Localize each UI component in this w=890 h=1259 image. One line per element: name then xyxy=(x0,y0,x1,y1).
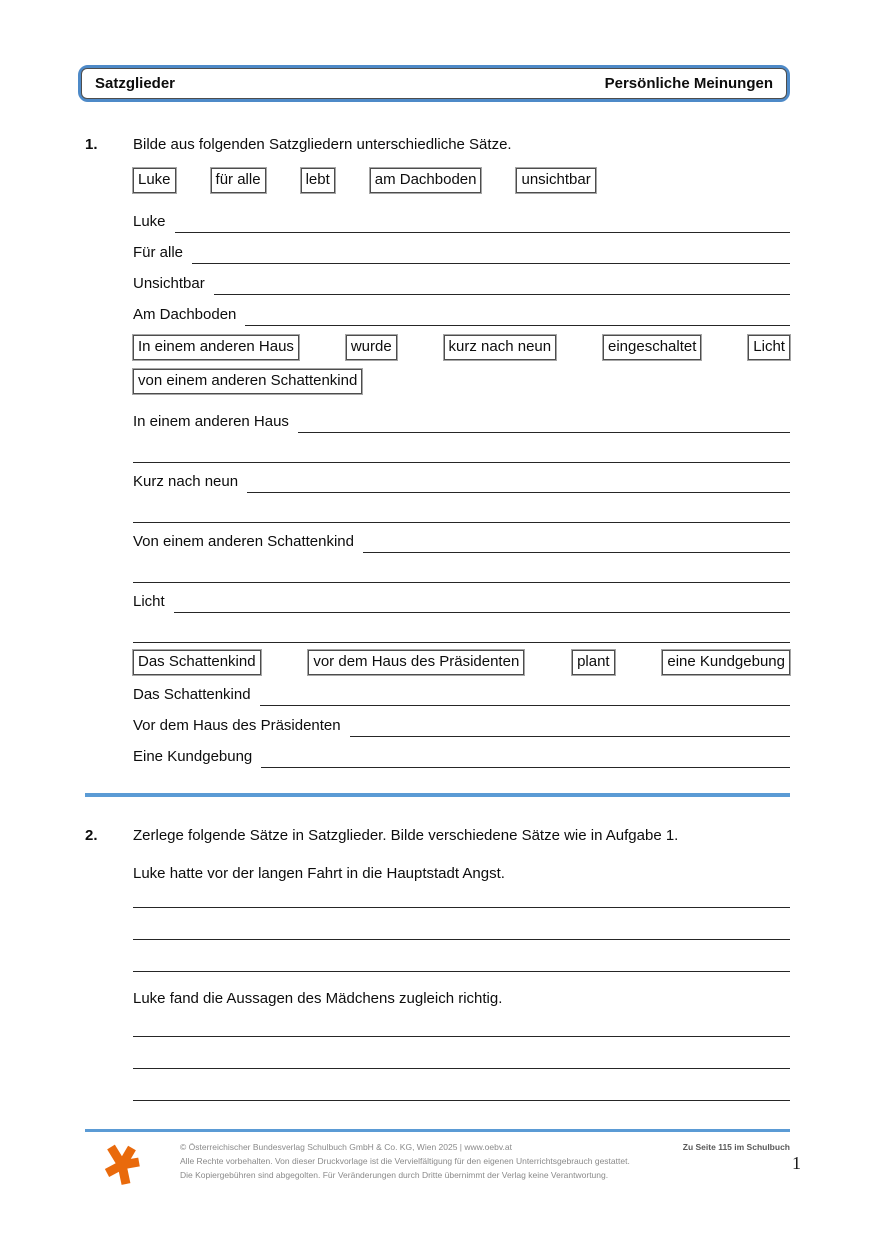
word-group-1 xyxy=(133,168,790,193)
worksheet-chapter-title: Persönliche Meinungen xyxy=(604,75,773,92)
write-line-label: Am Dachboden xyxy=(133,306,237,323)
write-line-label: Unsichtbar xyxy=(133,275,205,292)
word-box: In einem anderen Haus xyxy=(133,335,299,360)
write-line-blank xyxy=(174,612,790,613)
write-line-blank xyxy=(133,1100,790,1101)
copyright-line: Alle Rechte vorbehalten. Von dieser Druckvorlage ist die Vervielfältigung für den eigenen Unterrichtsgebrauch gestattet. xyxy=(180,1155,630,1166)
sentence-prompt: Luke hatte vor der langen Fahrt in die Hauptstadt Angst. xyxy=(133,865,505,882)
write-line-blank xyxy=(298,432,790,433)
write-line-blank xyxy=(133,1068,790,1069)
write-line-label: Von einem anderen Schattenkind xyxy=(133,533,354,550)
write-line-blank xyxy=(245,325,790,326)
exercise2-number: 2. xyxy=(85,827,98,844)
write-line xyxy=(133,202,790,233)
exercise2-body xyxy=(133,863,790,1101)
write-line-continuation xyxy=(133,1069,790,1101)
write-line xyxy=(133,675,790,706)
write-line-label: Vor dem Haus des Präsidenten xyxy=(133,717,341,734)
write-line-blank xyxy=(214,294,790,295)
write-line-blank xyxy=(192,263,790,264)
write-line-label: Kurz nach neun xyxy=(133,473,239,490)
write-line-blank xyxy=(261,767,790,768)
exercise1-body xyxy=(133,168,790,768)
write-line xyxy=(133,264,790,295)
word-box: eingeschaltet xyxy=(603,335,701,360)
section-divider xyxy=(85,793,790,797)
write-line-continuation xyxy=(133,613,790,643)
write-line-continuation xyxy=(133,884,790,908)
exercise1-heading xyxy=(85,134,790,155)
word-box: unsichtbar xyxy=(516,168,595,193)
word-box: Licht xyxy=(748,335,790,360)
write-line-label: Licht xyxy=(133,593,165,610)
write-line-continuation xyxy=(133,553,790,583)
word-box: Das Schattenkind xyxy=(133,650,261,675)
schulbuch-reference: Zu Seite 115 im Schulbuch xyxy=(682,1142,790,1152)
write-line-label: Für alle xyxy=(133,244,184,261)
write-line-continuation xyxy=(133,1009,790,1037)
write-line-blank xyxy=(133,462,790,463)
write-line xyxy=(133,233,790,264)
write-line xyxy=(133,523,790,553)
write-line-continuation xyxy=(133,1037,790,1069)
write-line-blank xyxy=(133,939,790,940)
exercise2-instruction: Zerlege folgende Sätze in Satzglieder. Bilde verschiedene Sätze wie in Aufgabe 1. xyxy=(133,827,679,844)
worksheet-topic-title: Satzglieder xyxy=(95,75,176,92)
write-line-continuation xyxy=(133,493,790,523)
word-box: von einem anderen Schattenkind xyxy=(133,369,362,394)
write-line-continuation xyxy=(133,433,790,463)
footer-rule xyxy=(85,1129,790,1132)
page-content xyxy=(85,0,790,1101)
word-box: plant xyxy=(572,650,615,675)
word-box: vor dem Haus des Präsidenten xyxy=(308,650,524,675)
write-line-blank xyxy=(350,736,790,737)
word-group-2-row1 xyxy=(133,335,790,360)
copyright-text xyxy=(180,1141,660,1182)
exercise2-heading xyxy=(85,825,790,846)
write-line xyxy=(133,463,790,493)
word-box: kurz nach neun xyxy=(444,335,557,360)
word-group-3 xyxy=(133,650,790,675)
write-line-blank xyxy=(133,642,790,643)
word-box: für alle xyxy=(211,168,266,193)
copyright-line: © Österreichischer Bundesverlag Schulbuch GmbH & Co. KG, Wien 2025 | www.oebv.at xyxy=(180,1142,512,1152)
write-line-blank xyxy=(133,1036,790,1037)
write-line-blank xyxy=(363,552,790,553)
write-line-blank xyxy=(133,522,790,523)
write-line-blank xyxy=(133,907,790,908)
write-line xyxy=(133,737,790,768)
page-number: 1 xyxy=(792,1153,801,1173)
write-line-blank xyxy=(247,492,790,493)
write-line xyxy=(133,706,790,737)
write-line-blank xyxy=(175,232,790,233)
sentence-prompt: Luke fand die Aussagen des Mädchens zugleich richtig. xyxy=(133,990,503,1007)
exercise1-number: 1. xyxy=(85,136,98,153)
copyright-line: Die Kopiergebühren sind abgegolten. Für Veränderungen durch Dritte übernimmt der Verlag keine Verantwortung. xyxy=(180,1169,609,1180)
header-inner xyxy=(81,68,787,99)
write-line-blank xyxy=(133,971,790,972)
word-box: wurde xyxy=(346,335,397,360)
header-box xyxy=(78,65,790,102)
word-box: eine Kundgebung xyxy=(662,650,790,675)
write-line xyxy=(133,403,790,433)
word-box: lebt xyxy=(301,168,335,193)
word-group-2-row2 xyxy=(133,369,790,394)
write-line-label: In einem anderen Haus xyxy=(133,413,289,430)
write-line-continuation xyxy=(133,908,790,940)
write-line-blank xyxy=(260,705,790,706)
oebv-asterisk-logo-icon xyxy=(101,1142,145,1188)
write-line-label: Das Schattenkind xyxy=(133,686,251,703)
write-line xyxy=(133,583,790,613)
write-line-label: Luke xyxy=(133,213,166,230)
exercise1-instruction: Bilde aus folgenden Satzgliedern unterschiedliche Sätze. xyxy=(133,136,512,153)
write-line-blank xyxy=(133,582,790,583)
word-box: am Dachboden xyxy=(370,168,482,193)
write-line-continuation xyxy=(133,940,790,972)
write-line xyxy=(133,295,790,326)
word-box: Luke xyxy=(133,168,176,193)
write-line-label: Eine Kundgebung xyxy=(133,748,253,765)
